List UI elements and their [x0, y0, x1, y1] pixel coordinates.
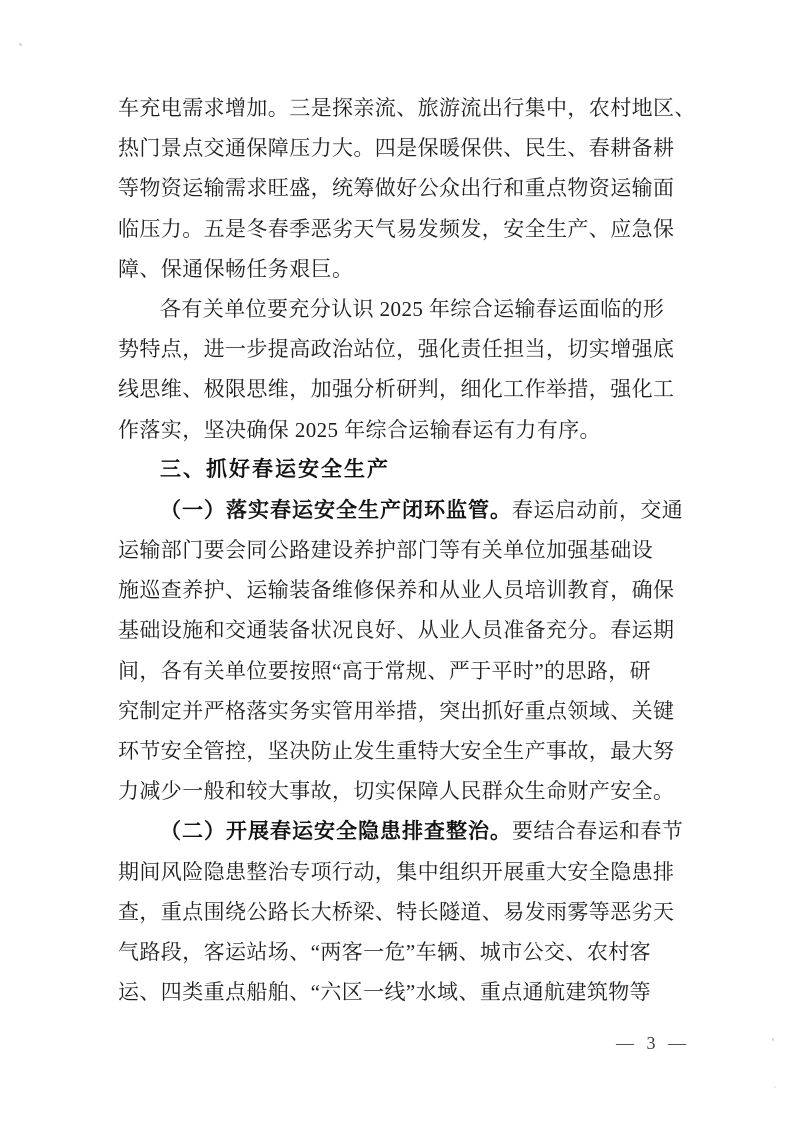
text-line: 期间风险隐患整治专项行动，集中组织开展重大安全隐患排: [118, 859, 675, 884]
item1-lead: （一）落实春运安全生产闭环监管。: [160, 497, 512, 522]
text-line: 车充电需求增加。三是探亲流、旅游流出行集中，农村地区、: [118, 96, 696, 120]
text-line: 临压力。五是冬春季恶劣天气易发频发，安全生产、应急保: [118, 216, 675, 241]
text-line: 施巡查养护、运输装备维修保养和从业人员培训教育，确保: [118, 578, 675, 603]
item2-first-line-rest: 要结合春运和春节: [512, 819, 684, 844]
text-line: 等物资运输需求旺盛，统筹做好公众出行和重点物资运输面: [118, 176, 675, 201]
scan-speck: [19, 43, 22, 46]
text-line: 环节安全管控，坚决防止发生重特大安全生产事故，最大努: [118, 739, 675, 763]
text-line: 力减少一般和较大事故，切实保障人民群众生命财产安全。: [118, 779, 675, 804]
text-line: 查，重点围绕公路长大桥梁、特长隧道、易发雨雾等恶劣天: [118, 899, 675, 924]
text-line: 究制定并严格落实务实管用举措，突出抓好重点领域、关键: [118, 698, 675, 723]
scan-speck: [774, 1086, 776, 1088]
text-line: [118, 490, 688, 530]
text-line: 势特点，进一步提高政治站位，强化责任担当，切实增强底: [118, 337, 675, 362]
document-body: [118, 88, 696, 1012]
text-line: 运、四类重点船舶、“六区一线”水域、重点通航建筑物等: [118, 980, 652, 1005]
section-heading: 三、抓好春运安全生产: [160, 457, 390, 481]
text-line: 运输部门要会同公路建设养护部门等有关单位加强基础设: [118, 538, 653, 563]
text-line: 各有关单位要充分认识 2025 年综合运输春运面临的形: [160, 296, 665, 321]
text-line: 气路段，客运站场、“两客一危”车辆、城市公交、农村客: [118, 939, 652, 964]
text-line: 间，各有关单位要按照“高于常规、严于平时”的思路，研: [118, 658, 652, 683]
text-line: 障、保通保畅任务艰巨。: [118, 256, 354, 281]
scan-speck: [772, 1038, 774, 1041]
text-line: 作落实，坚决确保 2025 年综合运输春运有力有序。: [118, 417, 601, 442]
text-line: [118, 811, 688, 851]
item2-lead: （二）开展春运安全隐患排查整治。: [160, 819, 512, 844]
text-line: 基础设施和交通装备状况良好、从业人员准备充分。春运期: [118, 618, 675, 643]
text-line: 线思维、极限思维，加强分析研判，细化工作举措，强化工: [118, 377, 675, 402]
text-line: 热门景点交通保障压力大。四是保暖保供、民生、春耕备耕: [118, 136, 675, 161]
page-number: — 3 —: [616, 1033, 690, 1053]
item1-first-line-rest: 春运启动前，交通: [512, 497, 684, 522]
